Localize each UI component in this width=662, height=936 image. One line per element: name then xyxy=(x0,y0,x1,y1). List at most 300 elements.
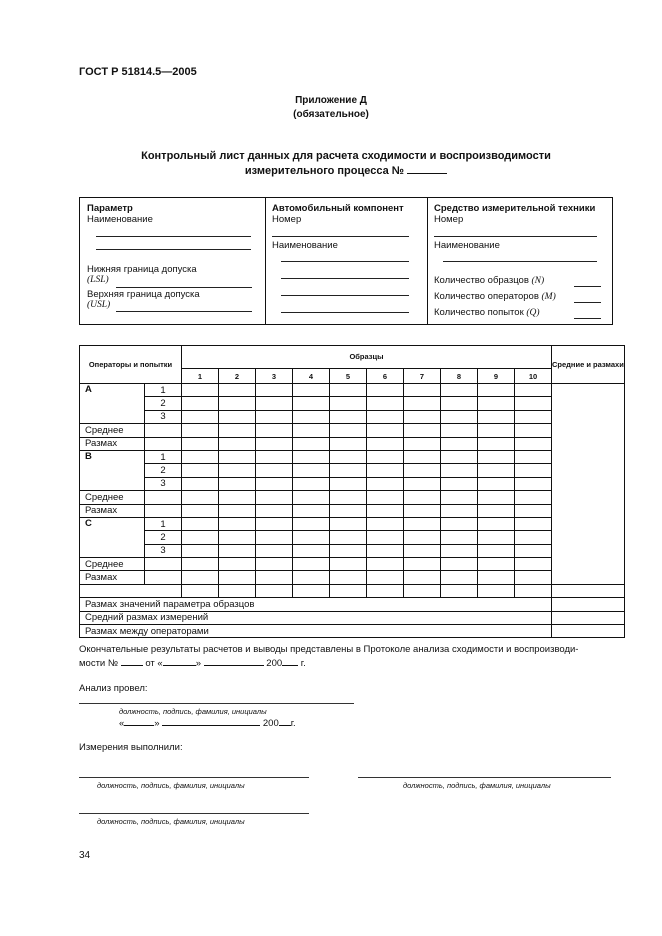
table-row xyxy=(80,464,625,477)
table-row xyxy=(80,517,625,530)
instrument-number-label: Номер xyxy=(434,214,464,225)
op-c-trial-1-sample-9-cell[interactable] xyxy=(478,517,515,530)
op-c-trial-2-sample-5-cell[interactable] xyxy=(330,531,367,544)
measurer-caption-1: должность, подпись, фамилия, инициалы xyxy=(97,781,245,790)
op-a-trial-2-sample-1-cell[interactable] xyxy=(182,397,219,410)
averages-header: Средние и размахи xyxy=(552,346,625,384)
op-a-average-sample-10-cell[interactable] xyxy=(515,424,552,437)
trial-number: 1 xyxy=(145,384,182,397)
page-number: 34 xyxy=(79,850,91,861)
op-c-trial-1-sample-6-cell[interactable] xyxy=(367,517,404,530)
op-b-range-sample-8-cell[interactable] xyxy=(441,504,478,517)
appendix-heading xyxy=(0,94,662,122)
op-b-trial-3-sample-5-cell[interactable] xyxy=(330,477,367,490)
op-c-trial-2-sample-1-cell[interactable] xyxy=(182,531,219,544)
op-c-range-sample-6-cell[interactable] xyxy=(367,571,404,584)
op-b-trial-2-sample-10-cell[interactable] xyxy=(515,464,552,477)
blank-row-sample-2-cell[interactable] xyxy=(219,584,256,597)
table-row xyxy=(80,450,625,463)
op-c-average-sample-9-cell[interactable] xyxy=(478,558,515,571)
final-results-date-open: от « xyxy=(145,658,163,669)
table-row xyxy=(80,544,625,557)
op-b-average-sample-6-cell[interactable] xyxy=(367,491,404,504)
op-a-trial-3-sample-8-cell[interactable] xyxy=(441,410,478,423)
op-b-trial-1-sample-8-cell[interactable] xyxy=(441,450,478,463)
op-a-average-sample-1-cell[interactable] xyxy=(182,424,219,437)
blank-row-sample-9-cell[interactable] xyxy=(478,584,515,597)
lsl-abbr: (LSL) xyxy=(87,275,109,285)
op-c-average-sample-6-cell[interactable] xyxy=(367,558,404,571)
trial-number: 2 xyxy=(145,464,182,477)
final-results-year-suffix: г. xyxy=(300,658,306,669)
trial-number: 1 xyxy=(145,450,182,463)
op-a-trial-1-sample-3-cell[interactable] xyxy=(256,384,293,397)
op-a-trial-3-sample-10-cell[interactable] xyxy=(515,410,552,423)
analysis-signature-caption: должность, подпись, фамилия, инициалы xyxy=(119,707,267,716)
op-a-trial-3-sample-3-cell[interactable] xyxy=(256,410,293,423)
op-b-trial-1-sample-3-cell[interactable] xyxy=(256,450,293,463)
parameter-section xyxy=(80,198,265,324)
final-results-number-label: мости № xyxy=(79,658,119,669)
protocol-number-field[interactable] xyxy=(121,664,143,666)
table-row xyxy=(80,558,625,571)
analysis-year: 200 xyxy=(262,718,279,729)
blank-row-label xyxy=(80,584,182,597)
measurement-table xyxy=(79,345,625,638)
op-b-trial-2-sample-6-cell[interactable] xyxy=(367,464,404,477)
op-c-trial-1-sample-1-cell[interactable] xyxy=(182,517,219,530)
operator-c-range-spacer xyxy=(145,571,182,584)
op-b-trial-3-sample-7-cell[interactable] xyxy=(404,477,441,490)
operator-c-average-spacer xyxy=(145,558,182,571)
op-a-trial-3-sample-6-cell[interactable] xyxy=(367,410,404,423)
op-c-trial-3-sample-3-cell[interactable] xyxy=(256,544,293,557)
op-a-trial-3-sample-1-cell[interactable] xyxy=(182,410,219,423)
final-results-year: 200 xyxy=(266,658,283,669)
operator-c-average-label: Среднее xyxy=(80,558,145,571)
blank-row-sample-6-cell[interactable] xyxy=(367,584,404,597)
component-name-label: Наименование xyxy=(272,240,338,251)
analysis-year-suffix: г. xyxy=(290,718,296,729)
op-a-range-sample-2-cell[interactable] xyxy=(219,437,256,450)
op-b-trial-3-sample-2-cell[interactable] xyxy=(219,477,256,490)
trials-count-label: Количество попыток xyxy=(434,307,524,318)
op-a-trial-1-sample-8-cell[interactable] xyxy=(441,384,478,397)
sample-number-7: 7 xyxy=(404,369,441,384)
op-a-trial-3-sample-2-cell[interactable] xyxy=(219,410,256,423)
op-b-trial-2-sample-1-cell[interactable] xyxy=(182,464,219,477)
sample-number-3: 3 xyxy=(256,369,293,384)
protocol-year-field[interactable] xyxy=(282,664,298,666)
op-b-trial-1-sample-10-cell[interactable] xyxy=(515,450,552,463)
sample-number-10: 10 xyxy=(515,369,552,384)
op-c-trial-1-sample-5-cell[interactable] xyxy=(330,517,367,530)
op-b-average-sample-3-cell[interactable] xyxy=(256,491,293,504)
op-c-trial-3-sample-6-cell[interactable] xyxy=(367,544,404,557)
analysis-date-close: » xyxy=(154,718,160,729)
trials-count-field[interactable] xyxy=(574,318,601,319)
final-results-date-close: » xyxy=(195,658,201,669)
op-c-trial-1-sample-8-cell[interactable] xyxy=(441,517,478,530)
parameter-heading: Параметр xyxy=(87,203,133,214)
op-b-trial-1-sample-7-cell[interactable] xyxy=(404,450,441,463)
op-a-trial-2-sample-10-cell[interactable] xyxy=(515,397,552,410)
op-c-range-sample-10-cell[interactable] xyxy=(515,571,552,584)
op-c-trial-3-sample-1-cell[interactable] xyxy=(182,544,219,557)
op-c-trial-1-sample-7-cell[interactable] xyxy=(404,517,441,530)
document-title xyxy=(0,149,662,179)
op-c-trial-3-sample-5-cell[interactable] xyxy=(330,544,367,557)
blank-row-sample-7-cell[interactable] xyxy=(404,584,441,597)
op-b-trial-2-sample-2-cell[interactable] xyxy=(219,464,256,477)
operator-b-label: B xyxy=(80,450,145,490)
operator-b-range-spacer xyxy=(145,504,182,517)
op-a-trial-1-sample-1-cell[interactable] xyxy=(182,384,219,397)
operators-count-field[interactable] xyxy=(574,302,601,303)
summary-row-value-cell[interactable] xyxy=(552,625,625,638)
op-b-average-sample-7-cell[interactable] xyxy=(404,491,441,504)
measurer-signature-field-3[interactable] xyxy=(79,813,309,814)
summary-row-label: Средний размах измерений xyxy=(80,611,552,624)
summary-row xyxy=(80,598,625,611)
op-c-range-sample-2-cell[interactable] xyxy=(219,571,256,584)
op-b-trial-3-sample-1-cell[interactable] xyxy=(182,477,219,490)
op-b-range-sample-9-cell[interactable] xyxy=(478,504,515,517)
op-a-range-sample-9-cell[interactable] xyxy=(478,437,515,450)
op-c-trial-1-sample-2-cell[interactable] xyxy=(219,517,256,530)
op-b-range-sample-1-cell[interactable] xyxy=(182,504,219,517)
summary-row-value-cell[interactable] xyxy=(552,611,625,624)
sample-number-2: 2 xyxy=(219,369,256,384)
standard-number: ГОСТ Р 51814.5—2005 xyxy=(79,66,197,78)
op-b-trial-3-sample-6-cell[interactable] xyxy=(367,477,404,490)
op-c-trial-1-sample-3-cell[interactable] xyxy=(256,517,293,530)
operator-a-average-spacer xyxy=(145,424,182,437)
op-a-average-sample-7-cell[interactable] xyxy=(404,424,441,437)
table-row xyxy=(80,531,625,544)
analysis-label: Анализ провел: xyxy=(79,683,148,694)
op-a-trial-2-sample-8-cell[interactable] xyxy=(441,397,478,410)
component-number-field[interactable] xyxy=(272,236,409,237)
trial-number: 2 xyxy=(145,397,182,410)
sample-number-5: 5 xyxy=(330,369,367,384)
op-a-range-sample-8-cell[interactable] xyxy=(441,437,478,450)
protocol-month-field[interactable] xyxy=(204,664,264,666)
trials-count-symbol: (Q) xyxy=(526,308,540,318)
op-c-trial-3-sample-8-cell[interactable] xyxy=(441,544,478,557)
op-b-trial-3-sample-3-cell[interactable] xyxy=(256,477,293,490)
op-c-trial-3-sample-2-cell[interactable] xyxy=(219,544,256,557)
op-c-range-sample-5-cell[interactable] xyxy=(330,571,367,584)
op-c-average-sample-4-cell[interactable] xyxy=(293,558,330,571)
op-b-range-sample-7-cell[interactable] xyxy=(404,504,441,517)
summary-row xyxy=(80,611,625,624)
op-b-average-sample-4-cell[interactable] xyxy=(293,491,330,504)
summary-row-value-cell[interactable] xyxy=(552,598,625,611)
usl-abbr: (USL) xyxy=(87,300,111,310)
op-a-trial-1-sample-9-cell[interactable] xyxy=(478,384,515,397)
final-results-line1: Окончательные результаты расчетов и выводы представлены в Протоколе анализа сходимости и воспроизводи- xyxy=(79,644,579,655)
op-b-trial-2-sample-3-cell[interactable] xyxy=(256,464,293,477)
analysis-year-field[interactable] xyxy=(279,724,291,726)
table-row xyxy=(80,384,625,397)
op-a-trial-1-sample-6-cell[interactable] xyxy=(367,384,404,397)
measurer-signature-field-2[interactable] xyxy=(358,777,611,778)
op-c-average-sample-5-cell[interactable] xyxy=(330,558,367,571)
op-a-trial-3-sample-9-cell[interactable] xyxy=(478,410,515,423)
sample-number-8: 8 xyxy=(441,369,478,384)
operator-a-average-label: Среднее xyxy=(80,424,145,437)
op-a-average-sample-4-cell[interactable] xyxy=(293,424,330,437)
op-a-range-sample-5-cell[interactable] xyxy=(330,437,367,450)
op-a-average-sample-3-cell[interactable] xyxy=(256,424,293,437)
op-b-average-sample-8-cell[interactable] xyxy=(441,491,478,504)
op-c-range-sample-8-cell[interactable] xyxy=(441,571,478,584)
op-a-range-sample-6-cell[interactable] xyxy=(367,437,404,450)
op-c-trial-3-sample-10-cell[interactable] xyxy=(515,544,552,557)
sample-number-4: 4 xyxy=(293,369,330,384)
analysis-signature-field[interactable] xyxy=(79,703,354,704)
blank-row-sample-3-cell[interactable] xyxy=(256,584,293,597)
op-b-trial-3-sample-4-cell[interactable] xyxy=(293,477,330,490)
component-heading: Автомобильный компонент xyxy=(272,203,404,214)
analysis-date-open: « xyxy=(119,718,125,729)
op-b-trial-1-sample-6-cell[interactable] xyxy=(367,450,404,463)
op-b-trial-2-sample-5-cell[interactable] xyxy=(330,464,367,477)
trial-number: 3 xyxy=(145,544,182,557)
op-c-average-sample-3-cell[interactable] xyxy=(256,558,293,571)
op-a-average-sample-9-cell[interactable] xyxy=(478,424,515,437)
op-a-trial-1-sample-5-cell[interactable] xyxy=(330,384,367,397)
op-b-range-sample-2-cell[interactable] xyxy=(219,504,256,517)
measurer-caption-3: должность, подпись, фамилия, инициалы xyxy=(97,817,245,826)
op-c-trial-3-sample-4-cell[interactable] xyxy=(293,544,330,557)
op-b-average-sample-10-cell[interactable] xyxy=(515,491,552,504)
op-a-average-sample-5-cell[interactable] xyxy=(330,424,367,437)
blank-row-sample-8-cell[interactable] xyxy=(441,584,478,597)
component-name-field-2[interactable] xyxy=(281,278,409,279)
trial-number: 3 xyxy=(145,477,182,490)
op-b-trial-3-sample-10-cell[interactable] xyxy=(515,477,552,490)
op-c-range-sample-7-cell[interactable] xyxy=(404,571,441,584)
blank-row-sample-1-cell[interactable] xyxy=(182,584,219,597)
op-c-trial-2-sample-10-cell[interactable] xyxy=(515,531,552,544)
op-a-trial-2-sample-5-cell[interactable] xyxy=(330,397,367,410)
op-c-trial-1-sample-10-cell[interactable] xyxy=(515,517,552,530)
table-row xyxy=(80,397,625,410)
sample-number-1: 1 xyxy=(182,369,219,384)
op-c-trial-2-sample-9-cell[interactable] xyxy=(478,531,515,544)
operator-b-average-label: Среднее xyxy=(80,491,145,504)
op-a-trial-3-sample-5-cell[interactable] xyxy=(330,410,367,423)
op-b-range-sample-6-cell[interactable] xyxy=(367,504,404,517)
trial-number: 1 xyxy=(145,517,182,530)
appendix-title: Приложение Д xyxy=(295,95,367,106)
instrument-section xyxy=(427,198,614,324)
summary-row-label: Размах значений параметра образцов xyxy=(80,598,552,611)
op-a-trial-2-sample-4-cell[interactable] xyxy=(293,397,330,410)
op-a-range-sample-10-cell[interactable] xyxy=(515,437,552,450)
operator-b-average-spacer xyxy=(145,491,182,504)
op-c-average-sample-8-cell[interactable] xyxy=(441,558,478,571)
op-b-trial-1-sample-1-cell[interactable] xyxy=(182,450,219,463)
op-a-trial-1-sample-10-cell[interactable] xyxy=(515,384,552,397)
component-section xyxy=(265,198,427,324)
op-b-trial-3-sample-8-cell[interactable] xyxy=(441,477,478,490)
summary-row-label: Размах между операторами xyxy=(80,625,552,638)
op-a-trial-3-sample-4-cell[interactable] xyxy=(293,410,330,423)
op-c-range-sample-9-cell[interactable] xyxy=(478,571,515,584)
op-a-trial-2-sample-3-cell[interactable] xyxy=(256,397,293,410)
op-b-trial-2-sample-8-cell[interactable] xyxy=(441,464,478,477)
operator-c-range-label: Размах xyxy=(80,571,145,584)
analysis-month-field[interactable] xyxy=(162,724,260,726)
samples-count-symbol: (N) xyxy=(531,276,545,286)
instrument-name-label: Наименование xyxy=(434,240,500,251)
table-row xyxy=(80,504,625,517)
op-b-trial-3-sample-9-cell[interactable] xyxy=(478,477,515,490)
op-a-trial-2-sample-2-cell[interactable] xyxy=(219,397,256,410)
lsl-label: Нижняя граница допуска xyxy=(87,264,197,275)
op-a-trial-2-sample-9-cell[interactable] xyxy=(478,397,515,410)
op-b-average-sample-5-cell[interactable] xyxy=(330,491,367,504)
component-name-field-3[interactable] xyxy=(281,295,409,296)
instrument-name-field[interactable] xyxy=(443,261,597,262)
operators-header: Операторы и попытки xyxy=(80,346,182,384)
op-c-trial-1-sample-4-cell[interactable] xyxy=(293,517,330,530)
lsl-field[interactable] xyxy=(116,287,252,288)
op-a-trial-1-sample-7-cell[interactable] xyxy=(404,384,441,397)
operator-a-range-label: Размах xyxy=(80,437,145,450)
blank-row-averages-cell[interactable] xyxy=(552,584,625,597)
table-row xyxy=(80,437,625,450)
parameter-name-field-1[interactable] xyxy=(96,236,251,237)
op-a-range-sample-7-cell[interactable] xyxy=(404,437,441,450)
op-c-range-sample-1-cell[interactable] xyxy=(182,571,219,584)
table-header-row xyxy=(80,346,625,369)
operators-count-label: Количество операторов xyxy=(434,291,539,302)
op-c-trial-2-sample-6-cell[interactable] xyxy=(367,531,404,544)
parameter-name-field-2[interactable] xyxy=(96,249,251,250)
table-row xyxy=(80,584,625,597)
document-title-line2: измерительного процесса № xyxy=(244,165,405,177)
op-a-average-sample-8-cell[interactable] xyxy=(441,424,478,437)
op-b-trial-1-sample-5-cell[interactable] xyxy=(330,450,367,463)
trial-number: 2 xyxy=(145,531,182,544)
appendix-note: (обязательное) xyxy=(293,109,369,120)
op-b-range-sample-5-cell[interactable] xyxy=(330,504,367,517)
op-b-trial-1-sample-2-cell[interactable] xyxy=(219,450,256,463)
op-b-range-sample-3-cell[interactable] xyxy=(256,504,293,517)
samples-count-label: Количество образцов xyxy=(434,275,529,286)
operator-a-range-spacer xyxy=(145,437,182,450)
op-b-trial-1-sample-9-cell[interactable] xyxy=(478,450,515,463)
op-b-range-sample-10-cell[interactable] xyxy=(515,504,552,517)
op-b-average-sample-1-cell[interactable] xyxy=(182,491,219,504)
operator-a-label: A xyxy=(80,384,145,424)
op-b-trial-2-sample-4-cell[interactable] xyxy=(293,464,330,477)
op-a-trial-3-sample-7-cell[interactable] xyxy=(404,410,441,423)
summary-row xyxy=(80,625,625,638)
op-c-trial-2-sample-2-cell[interactable] xyxy=(219,531,256,544)
op-c-trial-2-sample-4-cell[interactable] xyxy=(293,531,330,544)
op-a-trial-1-sample-4-cell[interactable] xyxy=(293,384,330,397)
component-number-label: Номер xyxy=(272,214,302,225)
sample-number-6: 6 xyxy=(367,369,404,384)
op-c-range-sample-3-cell[interactable] xyxy=(256,571,293,584)
op-c-average-sample-7-cell[interactable] xyxy=(404,558,441,571)
final-results-text xyxy=(79,643,619,671)
analysis-day-field[interactable] xyxy=(124,724,154,726)
blank-row-sample-10-cell[interactable] xyxy=(515,584,552,597)
table-row xyxy=(80,477,625,490)
measurer-caption-2: должность, подпись, фамилия, инициалы xyxy=(403,781,551,790)
op-b-average-sample-9-cell[interactable] xyxy=(478,491,515,504)
op-c-trial-3-sample-9-cell[interactable] xyxy=(478,544,515,557)
op-a-range-sample-4-cell[interactable] xyxy=(293,437,330,450)
instrument-number-field[interactable] xyxy=(434,236,597,237)
op-c-range-sample-4-cell[interactable] xyxy=(293,571,330,584)
usl-field[interactable] xyxy=(116,311,252,312)
component-name-field-4[interactable] xyxy=(281,312,409,313)
info-box xyxy=(79,197,613,325)
op-b-range-sample-4-cell[interactable] xyxy=(293,504,330,517)
protocol-day-field[interactable] xyxy=(163,664,196,666)
op-c-average-sample-2-cell[interactable] xyxy=(219,558,256,571)
samples-count-field[interactable] xyxy=(574,286,601,287)
op-a-range-sample-1-cell[interactable] xyxy=(182,437,219,450)
operator-c-label: C xyxy=(80,517,145,557)
op-b-trial-2-sample-9-cell[interactable] xyxy=(478,464,515,477)
op-a-average-sample-2-cell[interactable] xyxy=(219,424,256,437)
component-name-field-1[interactable] xyxy=(281,261,409,262)
op-c-trial-2-sample-7-cell[interactable] xyxy=(404,531,441,544)
sample-number-9: 9 xyxy=(478,369,515,384)
table-row xyxy=(80,571,625,584)
op-c-average-sample-1-cell[interactable] xyxy=(182,558,219,571)
document-title-line1: Контрольный лист данных для расчета сходимости и воспроизводимости xyxy=(141,150,551,162)
blank-row-sample-5-cell[interactable] xyxy=(330,584,367,597)
table-row xyxy=(80,424,625,437)
blank-row-sample-4-cell[interactable] xyxy=(293,584,330,597)
op-a-trial-2-sample-6-cell[interactable] xyxy=(367,397,404,410)
op-a-trial-1-sample-2-cell[interactable] xyxy=(219,384,256,397)
process-number-field[interactable] xyxy=(407,172,447,174)
op-c-trial-3-sample-7-cell[interactable] xyxy=(404,544,441,557)
operators-count-symbol: (M) xyxy=(541,292,556,302)
op-a-trial-2-sample-7-cell[interactable] xyxy=(404,397,441,410)
instrument-heading: Средство измерительной техники xyxy=(434,203,596,214)
trial-number: 3 xyxy=(145,410,182,423)
op-c-trial-2-sample-8-cell[interactable] xyxy=(441,531,478,544)
operator-b-range-label: Размах xyxy=(80,504,145,517)
op-c-trial-2-sample-3-cell[interactable] xyxy=(256,531,293,544)
op-b-average-sample-2-cell[interactable] xyxy=(219,491,256,504)
table-row xyxy=(80,491,625,504)
table-row xyxy=(80,410,625,423)
measurements-label: Измерения выполнили: xyxy=(79,742,183,753)
averages-column-cell[interactable] xyxy=(552,384,625,585)
op-a-average-sample-6-cell[interactable] xyxy=(367,424,404,437)
op-a-range-sample-3-cell[interactable] xyxy=(256,437,293,450)
measurer-signature-field-1[interactable] xyxy=(79,777,309,778)
op-c-average-sample-10-cell[interactable] xyxy=(515,558,552,571)
op-b-trial-2-sample-7-cell[interactable] xyxy=(404,464,441,477)
usl-label: Верхняя граница допуска xyxy=(87,289,200,300)
op-b-trial-1-sample-4-cell[interactable] xyxy=(293,450,330,463)
samples-header: Образцы xyxy=(182,346,552,369)
parameter-name-label: Наименование xyxy=(87,214,153,225)
